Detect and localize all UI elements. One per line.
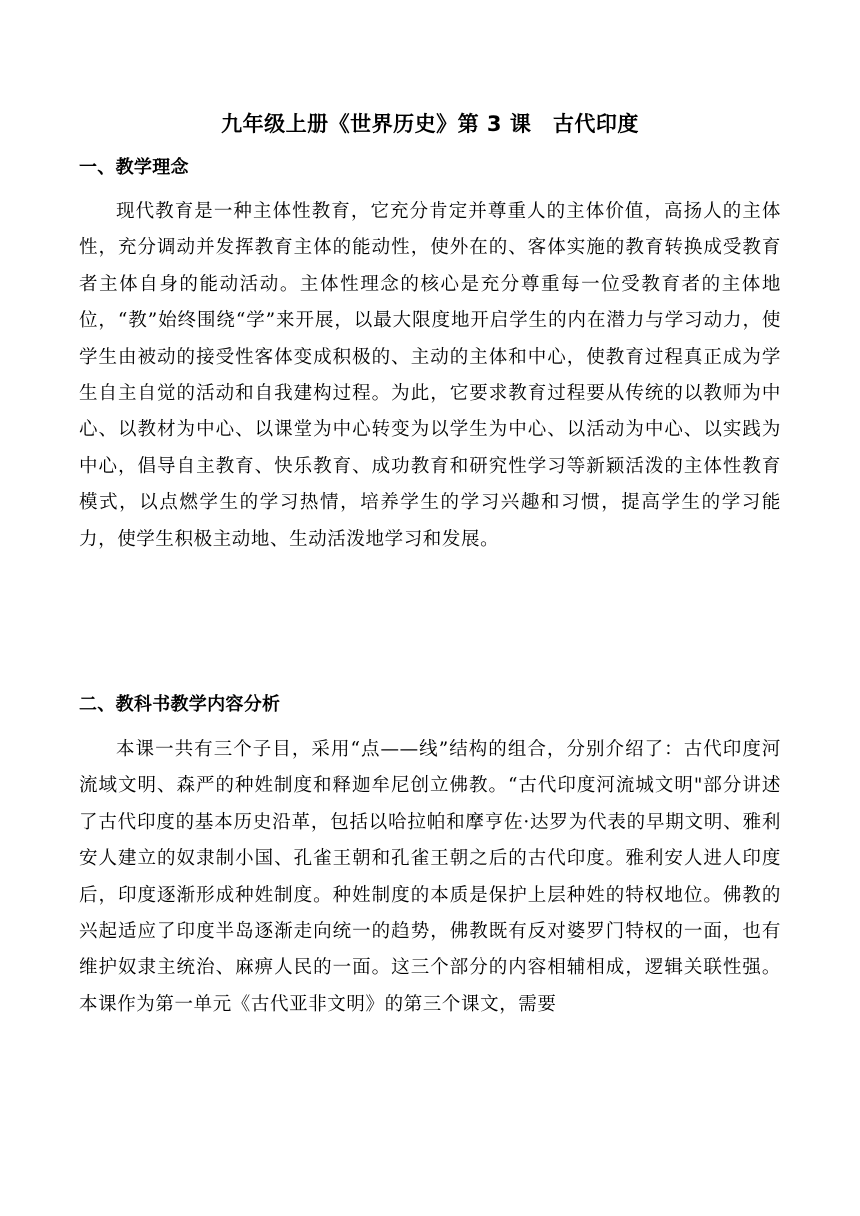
section-textbook-analysis: [79, 691, 781, 1023]
section-paragraph: 现代教育是一种主体性教育，它充分肯定并尊重人的主体价值，高扬人的主体性，充分调动并发挥教育主体的能动性，使外在的、客体实施的教育转换成受教育者主体自身的能动活动。主体性理念的核心是充分尊重每一位受教育者的主体地位，“教”始终围绕“学”来开展，以最大限度地开启学生的内在潜力与学习动力，使学生由被动的接受性客体变成积极的、主动的主体和中心，使教育过程真正成为学生自主自觉的活动和自我建构过程。为此，它要求教育过程要从传统的以教师为中心、以教材为中心、以课堂为中心转变为以学生为中心、以活动为中心、以实践为中心，倡导自主教育、快乐教育、成功教育和研究性学习等新颖活泼的主体性教育模式，以点燃学生的学习热情，培养学生的学习兴趣和习惯，提高学生的学习能力，使学生积极主动地、生动活泼地学习和发展。: [79, 201, 781, 550]
section-heading: 二、教科书教学内容分析: [79, 694, 281, 715]
section-heading: 一、教学理念: [79, 157, 189, 178]
section-paragraph: 本课一共有三个子目，采用“点——线”结构的组合，分别介绍了：古代印度河流域文明、森严的种姓制度和释迦牟尼创立佛教。“古代印度河流城文明"部分讲述了古代印度的基本历史沿革，包括以哈拉帕和摩亨佐·达罗为代表的早期文明、雅利安人建立的奴隶制小国、孔雀王朝和孔雀王朝之后的古代印度。雅利安人进人印度后，印度逐渐形成种姓制度。种姓制度的本质是保护上层种姓的特权地位。佛教的兴起适应了印度半岛逐渐走向统一的趋势，佛教既有反对婆罗门特权的一面，也有维护奴隶主统治、麻痹人民的一面。这三个部分的内容相辅相成，逻辑关联性强。本课作为第一单元《古代亚非文明》的第三个课文，需要: [79, 739, 781, 1015]
section-teaching-philosophy: [79, 154, 781, 558]
document-title: 九年级上册《世界历史》第 3 课 古代印度: [221, 112, 639, 136]
